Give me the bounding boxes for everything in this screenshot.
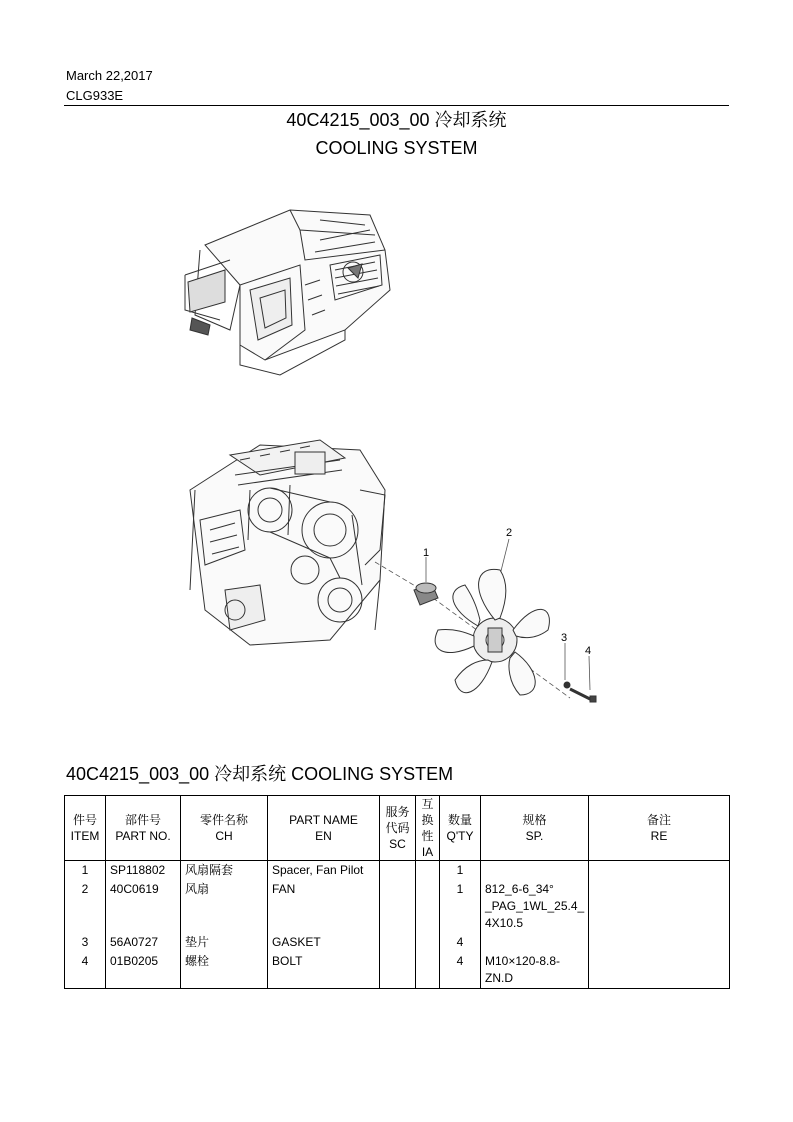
re-cell xyxy=(589,933,730,952)
sc-cell xyxy=(380,952,416,989)
table-row xyxy=(65,933,730,952)
col-sc-header: 服务 代码 SC xyxy=(380,796,416,861)
engine-illustration xyxy=(190,440,385,645)
ch-name-cell: 垫片 xyxy=(181,933,268,952)
en-name-cell: GASKET xyxy=(268,933,380,952)
spacer-part xyxy=(414,583,438,605)
sc-cell xyxy=(380,861,416,881)
qty-cell: 1 xyxy=(440,880,481,933)
ia-cell xyxy=(416,952,440,989)
parts-table xyxy=(64,795,730,989)
sp-cell: M10×120-8.8-ZN.D xyxy=(481,952,589,989)
sc-cell xyxy=(380,880,416,933)
ia-cell xyxy=(416,880,440,933)
table-row xyxy=(65,952,730,989)
col-re-header: 备注 RE xyxy=(589,796,730,861)
item-cell: 2 xyxy=(65,880,106,933)
table-header-row xyxy=(65,796,730,861)
item-cell: 4 xyxy=(65,952,106,989)
document-date: March 22,2017 xyxy=(66,68,153,83)
ch-name-cell: 风扇 xyxy=(181,880,268,933)
sp-cell: 812_6-6_34° _PAG_1WL_25.4_ 4X10.5 xyxy=(481,880,589,933)
sp-cell xyxy=(481,861,589,881)
item-cell: 1 xyxy=(65,861,106,881)
re-cell xyxy=(589,861,730,881)
header-rule xyxy=(64,105,729,106)
fan-part xyxy=(435,569,549,695)
callout-4: 4 xyxy=(585,645,592,657)
section-title: 40C4215_003_00 冷却系统 COOLING SYSTEM xyxy=(66,764,454,784)
part-no-cell: 40C0619 xyxy=(106,880,181,933)
table-row xyxy=(65,880,730,933)
qty-cell: 1 xyxy=(440,861,481,881)
callout-2: 2 xyxy=(506,527,513,539)
excavator-illustration xyxy=(185,210,390,375)
qty-cell: 4 xyxy=(440,952,481,989)
re-cell xyxy=(589,880,730,933)
ch-name-cell: 风扇隔套 xyxy=(181,861,268,881)
qty-cell: 4 xyxy=(440,933,481,952)
sp-cell xyxy=(481,933,589,952)
col-ch-name-header: 零件名称 CH xyxy=(181,796,268,861)
callout-1: 1 xyxy=(423,547,430,559)
en-name-cell: Spacer, Fan Pilot xyxy=(268,861,380,881)
ia-cell xyxy=(416,933,440,952)
page-title-english: COOLING SYSTEM xyxy=(315,138,478,158)
col-en-name-header: PART NAME EN xyxy=(268,796,380,861)
en-name-cell: FAN xyxy=(268,880,380,933)
table-row xyxy=(65,861,730,881)
col-qty-header: 数量 Q'TY xyxy=(440,796,481,861)
item-cell: 3 xyxy=(65,933,106,952)
ch-name-cell: 螺栓 xyxy=(181,952,268,989)
sc-cell xyxy=(380,933,416,952)
callout-3: 3 xyxy=(561,632,568,644)
re-cell xyxy=(589,952,730,989)
exploded-parts-drawing xyxy=(170,190,630,710)
col-part-no-header: 部件号 PART NO. xyxy=(106,796,181,861)
part-no-cell: 01B0205 xyxy=(106,952,181,989)
machine-model: CLG933E xyxy=(66,88,124,103)
ia-cell xyxy=(416,861,440,881)
page-title-code: 40C4215_003_00 冷却系统 xyxy=(286,110,507,130)
gasket-part xyxy=(564,682,570,688)
part-no-cell: 56A0727 xyxy=(106,933,181,952)
col-ia-header: 互 换 性 IA xyxy=(416,796,440,861)
en-name-cell: BOLT xyxy=(268,952,380,989)
bolt-part xyxy=(570,689,596,702)
col-item-header: 件号 ITEM xyxy=(65,796,106,861)
col-sp-header: 规格 SP. xyxy=(481,796,589,861)
part-no-cell: SP118802 xyxy=(106,861,181,881)
